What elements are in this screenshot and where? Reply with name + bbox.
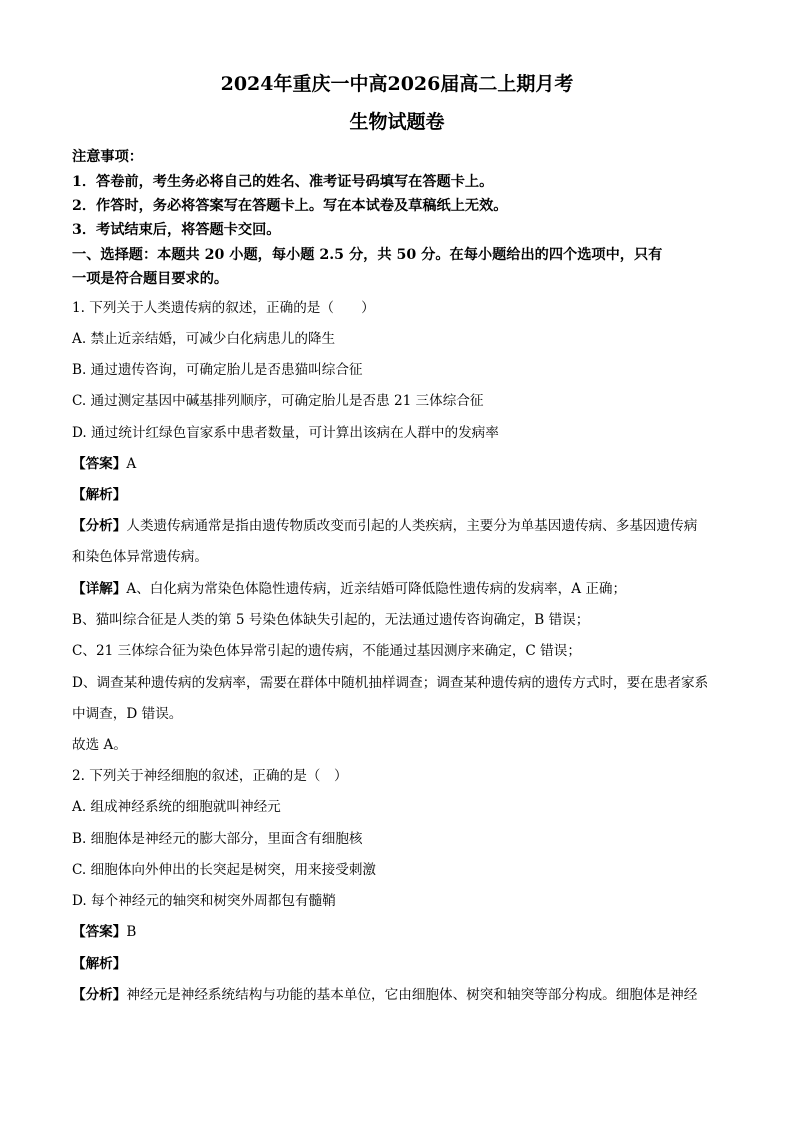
analysis-label-text: 【解析】 [72, 487, 127, 503]
question-option: B. 细胞体是神经元的膨大部分，里面含有细胞核 [72, 831, 363, 847]
detail-text: D、调查某种遗传病的发病率，需要在群体中随机抽样调查；调查某种遗传病的遗传方式时，要在患者家系 [72, 675, 709, 691]
detail-text: C、21 三体综合征为染色体异常引起的遗传病，不能通过基因测序来确定，C 错误； [72, 643, 581, 659]
detail-text: B、猫叫综合征是人类的第 5 号染色体缺失引起的，无法通过遗传咨询确定，B 错误； [72, 612, 590, 628]
fenxi-text: 人类遗传病通常是指由遗传物质改变而引起的人类疾病，主要分为单基因遗传病、多基因遗传病 [126, 518, 698, 534]
fenxi-text-cont: 和染色体异常遗传病。 [72, 549, 208, 565]
answer-value: A [126, 456, 137, 472]
fenxi-line [72, 516, 732, 536]
fenxi-label: 【分析】 [72, 518, 127, 534]
answer-line [72, 922, 732, 942]
detail-text: A、白化病为常染色体隐性遗传病，近亲结婚可降低隐性遗传病的发病率，A 正确； [126, 581, 627, 597]
question-option: A. 组成神经系统的细胞就叫神经元 [72, 799, 281, 815]
question-option: C. 通过测定基因中碱基排列顺序，可确定胎儿是否患 21 三体综合征 [72, 393, 484, 409]
question-option: A. 禁止近亲结婚，可减少白化病患儿的降生 [72, 331, 336, 347]
analysis-label [72, 485, 732, 505]
analysis-label [72, 954, 732, 974]
exam-title: 2024年重庆一中高2026届高二上期月考 [220, 73, 574, 95]
question-option: D. 通过统计红绿色盲家系中患者数量，可计算出该病在人群中的发病率 [72, 425, 499, 441]
question-stem: 2. 下列关于神经细胞的叙述，正确的是（ ） [72, 768, 348, 784]
fenxi-text: 神经元是神经系统结构与功能的基本单位，它由细胞体、树突和轴突等部分构成。细胞体是神经 [126, 987, 698, 1003]
detail-text: 中调查，D 错误。 [72, 706, 183, 722]
section-heading-cont: 一项是符合题目要求的。 [72, 271, 229, 287]
conclusion-text: 故选 A。 [72, 737, 127, 753]
fenxi-label: 【分析】 [72, 987, 127, 1003]
exam-subtitle: 生物试题卷 [349, 111, 445, 133]
fenxi-line [72, 985, 732, 1005]
question-stem: 1. 下列关于人类遗传病的叙述，正确的是（ ） [72, 300, 375, 316]
question-option: B. 通过遗传咨询，可确定胎儿是否患猫叫综合征 [72, 362, 363, 378]
notice-item: 3．考试结束后，将答题卡交回。 [72, 222, 281, 238]
analysis-label-text: 【解析】 [72, 956, 127, 972]
notice-item: 1．答卷前，考生务必将自己的姓名、准考证号码填写在答题卡上。 [72, 174, 494, 190]
question-option: C. 细胞体向外伸出的长突起是树突，用来接受刺激 [72, 862, 377, 878]
section-heading: 一、选择题：本题共 20 小题，每小题 2.5 分，共 50 分。在每小题给出的四个选项中，只有 [72, 247, 663, 263]
answer-line [72, 454, 732, 474]
answer-value: B [126, 924, 137, 940]
detail-label: 【详解】 [72, 581, 127, 597]
notice-item: 2．作答时，务必将答案写在答题卡上。写在本试卷及草稿纸上无效。 [72, 198, 508, 214]
question-option: D. 每个神经元的轴突和树突外周都包有髓鞘 [72, 893, 336, 909]
answer-label: 【答案】 [72, 456, 127, 472]
detail-line [72, 579, 732, 599]
answer-label: 【答案】 [72, 924, 127, 940]
notice-heading: 注意事项： [72, 149, 143, 165]
